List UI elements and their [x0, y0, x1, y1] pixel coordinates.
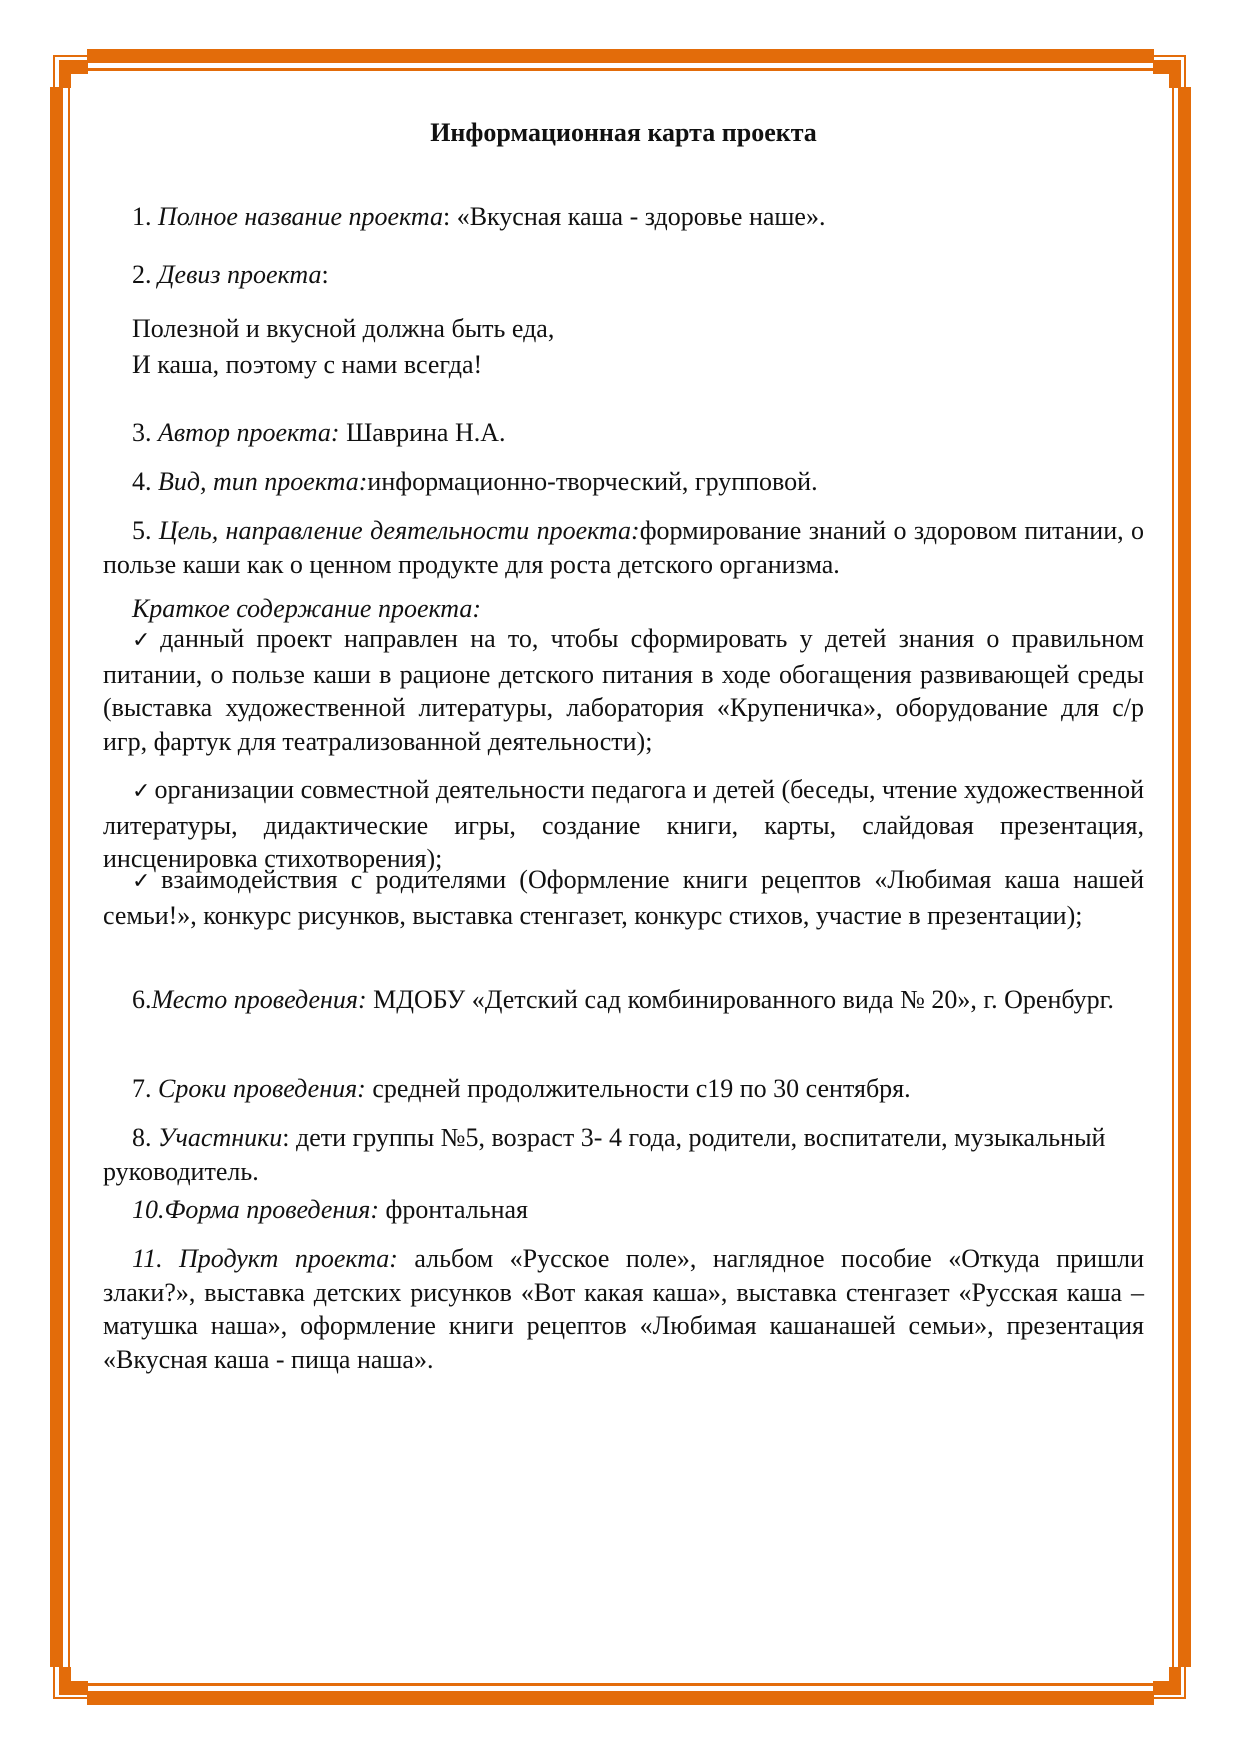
frame-corner-tr-outline — [1154, 55, 1186, 89]
item-value: «Вкусная каша - здоровье наше». — [450, 202, 826, 231]
item-label: Форма проведения: — [164, 1195, 380, 1224]
checkmark-icon: ✓ — [132, 779, 151, 804]
item-separator: : — [321, 260, 329, 289]
item-value: фронтальная — [379, 1195, 529, 1224]
item-number: 3. — [132, 418, 152, 447]
item-value: Шаврина Н.А. — [339, 418, 506, 447]
item-number: 2. — [132, 260, 152, 289]
item-form — [103, 1193, 1144, 1227]
bullet-text: данный проект направлен на то, чтобы сформировать у детей знания о правильном питании, о пользе каши в рационе детского питания в ходе обогащения развивающей среды (выставка художественной литературы, лаборатория «Крупеничка», оборудование для с/р игр, фартук для театрализованной деятельности); — [103, 624, 1144, 756]
bullet-text: взаимодействия с родителями (Оформление книги рецептов «Любимая каша нашей семьи!», конкурс рисунков, выставка стенгазет, конкурс стихов, участие в презентации); — [103, 865, 1144, 930]
motto-verse — [132, 312, 554, 381]
item-label: Место проведения: — [151, 985, 367, 1014]
item-label: Сроки проведения: — [158, 1074, 366, 1103]
item-label: Цель, направление деятельности проекта: — [158, 516, 640, 545]
frame-right-thin — [1172, 87, 1174, 1667]
item-number: 6. — [132, 985, 152, 1014]
item-number: 10. — [132, 1195, 165, 1224]
item-label: Полное название проекта — [158, 202, 443, 231]
item-value: информационно-творческий, групповой. — [367, 467, 818, 496]
item-value: альбом «Русское поле», наглядное пособие «Откуда пришли злаки?», выставка детских рисунков «Вот какая каша», выставка стенгазет «Русская каша – матушка наша», оформление книги рецептов «Любимая кашанашей семьи», презентация «Вкусная каша - пища наша». — [103, 1244, 1144, 1374]
frame-corner-br-outline — [1154, 1667, 1186, 1699]
item-dates — [103, 1072, 1144, 1106]
item-number: 5. — [132, 516, 152, 545]
frame-corner-bl-outline — [53, 1667, 89, 1699]
item-value: МДОБУ «Детский сад комбинированного вида № 20», г. Оренбург. — [366, 985, 1114, 1014]
item-participants — [103, 1121, 1144, 1188]
item-number: 1. — [132, 202, 152, 231]
motto-line: И каша, поэтому с нами всегда! — [132, 349, 483, 379]
page-title: Информационная карта проекта — [430, 118, 817, 147]
frame-bottom-thick — [87, 1691, 1154, 1705]
item-value: дети группы №5, возраст 3- 4 года, родители, воспитатели, музыкальный руководитель. — [103, 1123, 1106, 1186]
motto-line: Полезной и вкусной должна быть еда, — [132, 314, 555, 343]
item-value: средней продолжительности с19 по 30 сентября. — [365, 1074, 911, 1103]
item-goal — [103, 514, 1144, 581]
frame-left-thick — [50, 87, 63, 1667]
summary-bullet — [103, 622, 1144, 758]
frame-top-thick — [87, 49, 1154, 63]
item-number: 11. — [132, 1244, 163, 1273]
item-number: 4. — [132, 467, 152, 496]
item-label: Девиз проекта — [158, 260, 322, 289]
item-separator: : — [442, 202, 451, 231]
item-label: Участники — [158, 1123, 283, 1152]
summary-bullet — [103, 863, 1144, 932]
frame-left-thin — [68, 87, 70, 1667]
item-motto — [103, 258, 1144, 292]
item-author — [103, 416, 1144, 450]
checkmark-icon: ✓ — [132, 628, 157, 653]
item-label: Вид, тип проекта: — [158, 467, 368, 496]
frame-right-thick — [1178, 87, 1191, 1667]
item-number: 7. — [132, 1074, 152, 1103]
item-separator: : — [282, 1123, 290, 1152]
item-value: формирование знаний о здоровом питании, о пользе каши как о ценном продукте для роста детского организма. — [103, 516, 1144, 579]
item-type — [103, 465, 1144, 499]
item-label: Продукт проекта: — [162, 1244, 398, 1273]
frame-corner-tl-outline — [53, 55, 89, 89]
item-product — [103, 1242, 1144, 1376]
frame-bottom-thin — [87, 1683, 1154, 1686]
item-place — [103, 983, 1144, 1017]
summary-heading — [103, 592, 1144, 626]
item-full-name — [103, 200, 1144, 234]
summary-bullet — [103, 773, 1144, 876]
summary-label: Краткое содержание проекта: — [132, 594, 482, 623]
frame-top-thin — [87, 68, 1154, 71]
bullet-text: организации совместной деятельности педагога и детей (беседы, чтение художественной литературы, дидактические игры, создание книги, карты, слайдовая презентация, инсценировка стихотворения); — [103, 775, 1144, 873]
item-number: 8. — [132, 1123, 152, 1152]
item-label: Автор проекта: — [158, 418, 340, 447]
checkmark-icon: ✓ — [132, 869, 158, 894]
